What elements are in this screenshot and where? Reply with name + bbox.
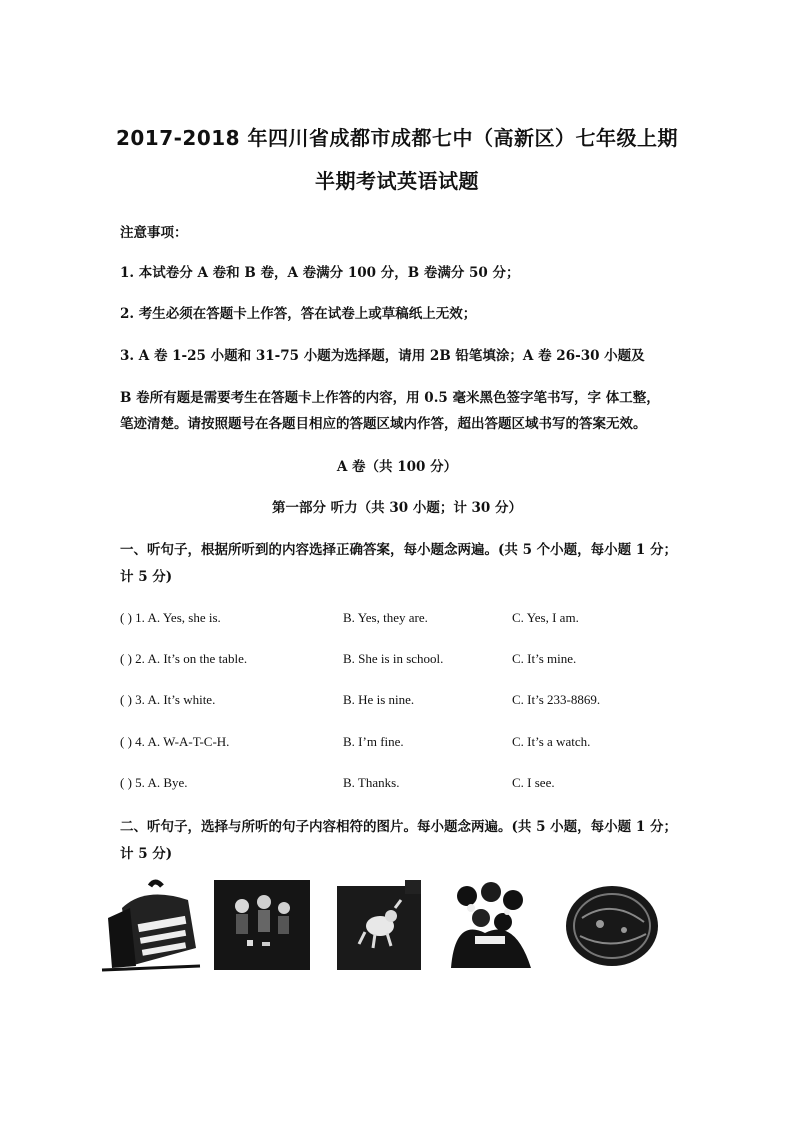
section1-instruction-cont: 计 5 分) bbox=[120, 569, 173, 585]
q1-option-c: C. Yes, I am. bbox=[512, 610, 579, 625]
notes-heading: 注意事项： bbox=[120, 225, 188, 241]
note-item-2: 2. 考生必须在答题卡上作答，答在试卷上或草稿纸上无效； bbox=[120, 306, 477, 322]
note-item-3-cont2: 笔迹清楚。请按照题号在各题目相应的答题区域内作答，超出答题区域书写的答案无效。 bbox=[120, 416, 647, 432]
part1-heading: 第一部分 听力（共 30 小题；计 30 分） bbox=[271, 500, 523, 516]
note-item-1: 1. 本试卷分 A 卷和 B 卷，A 卷满分 100 分，B 卷满分 50 分； bbox=[120, 265, 520, 281]
exam-title-line1: 2017-2018 年四川省成都市成都七中（高新区）七年级上期 bbox=[115, 126, 679, 150]
q2-option-c: C. It’s mine. bbox=[512, 651, 577, 666]
q5-option-b: B. Thanks. bbox=[343, 775, 400, 790]
q1-option-a: ( ) 1. A. Yes, she is. bbox=[120, 610, 221, 625]
q5-option-c: C. I see. bbox=[512, 775, 555, 790]
listening-pictures bbox=[100, 878, 660, 978]
q4-option-c: C. It’s a watch. bbox=[512, 734, 591, 749]
q1-option-b: B. Yes, they are. bbox=[343, 610, 428, 625]
section2-instruction-cont: 计 5 分) bbox=[120, 846, 173, 862]
q4-option-b: B. I’m fine. bbox=[343, 734, 404, 749]
q2-option-b: B. She is in school. bbox=[343, 651, 444, 666]
ball-picture bbox=[562, 878, 662, 973]
q3-option-c: C. It’s 233-8869. bbox=[512, 692, 601, 707]
section2-instruction: 二、听句子，选择与所听的句子内容相符的图片。每小题念两遍。(共 5 小题，每小题 1 分； bbox=[120, 819, 677, 835]
pet-picture bbox=[335, 878, 425, 973]
paper-a-heading: A 卷（共 100 分） bbox=[336, 459, 458, 475]
q3-option-b: B. He is nine. bbox=[343, 692, 415, 707]
q2-option-a: ( ) 2. A. It’s on the table. bbox=[120, 651, 248, 666]
exam-title-line2: 半期考试英语试题 bbox=[315, 169, 479, 193]
q4-option-a: ( ) 4. A. W-A-T-C-H. bbox=[120, 734, 230, 749]
backpack-picture bbox=[100, 878, 205, 973]
family-photo-picture bbox=[212, 878, 312, 973]
q3-option-a: ( ) 3. A. It’s white. bbox=[120, 692, 216, 707]
note-item-3: 3. A 卷 1-25 小题和 31-75 小题为选择题，请用 2B 铅笔填涂；A 卷 26-30 小题及 bbox=[120, 348, 645, 364]
q5-option-a: ( ) 5. A. Bye. bbox=[120, 775, 188, 790]
section1-instruction: 一、听句子，根据所听到的内容选择正确答案，每小题念两遍。(共 5 个小题，每小题 1 分； bbox=[120, 542, 677, 558]
note-item-3-cont1: B 卷所有题是需要考生在答题卡上作答的内容，用 0.5 毫米黑色签字笔书写，字 体工整， bbox=[120, 390, 660, 406]
group-picture bbox=[445, 878, 535, 973]
